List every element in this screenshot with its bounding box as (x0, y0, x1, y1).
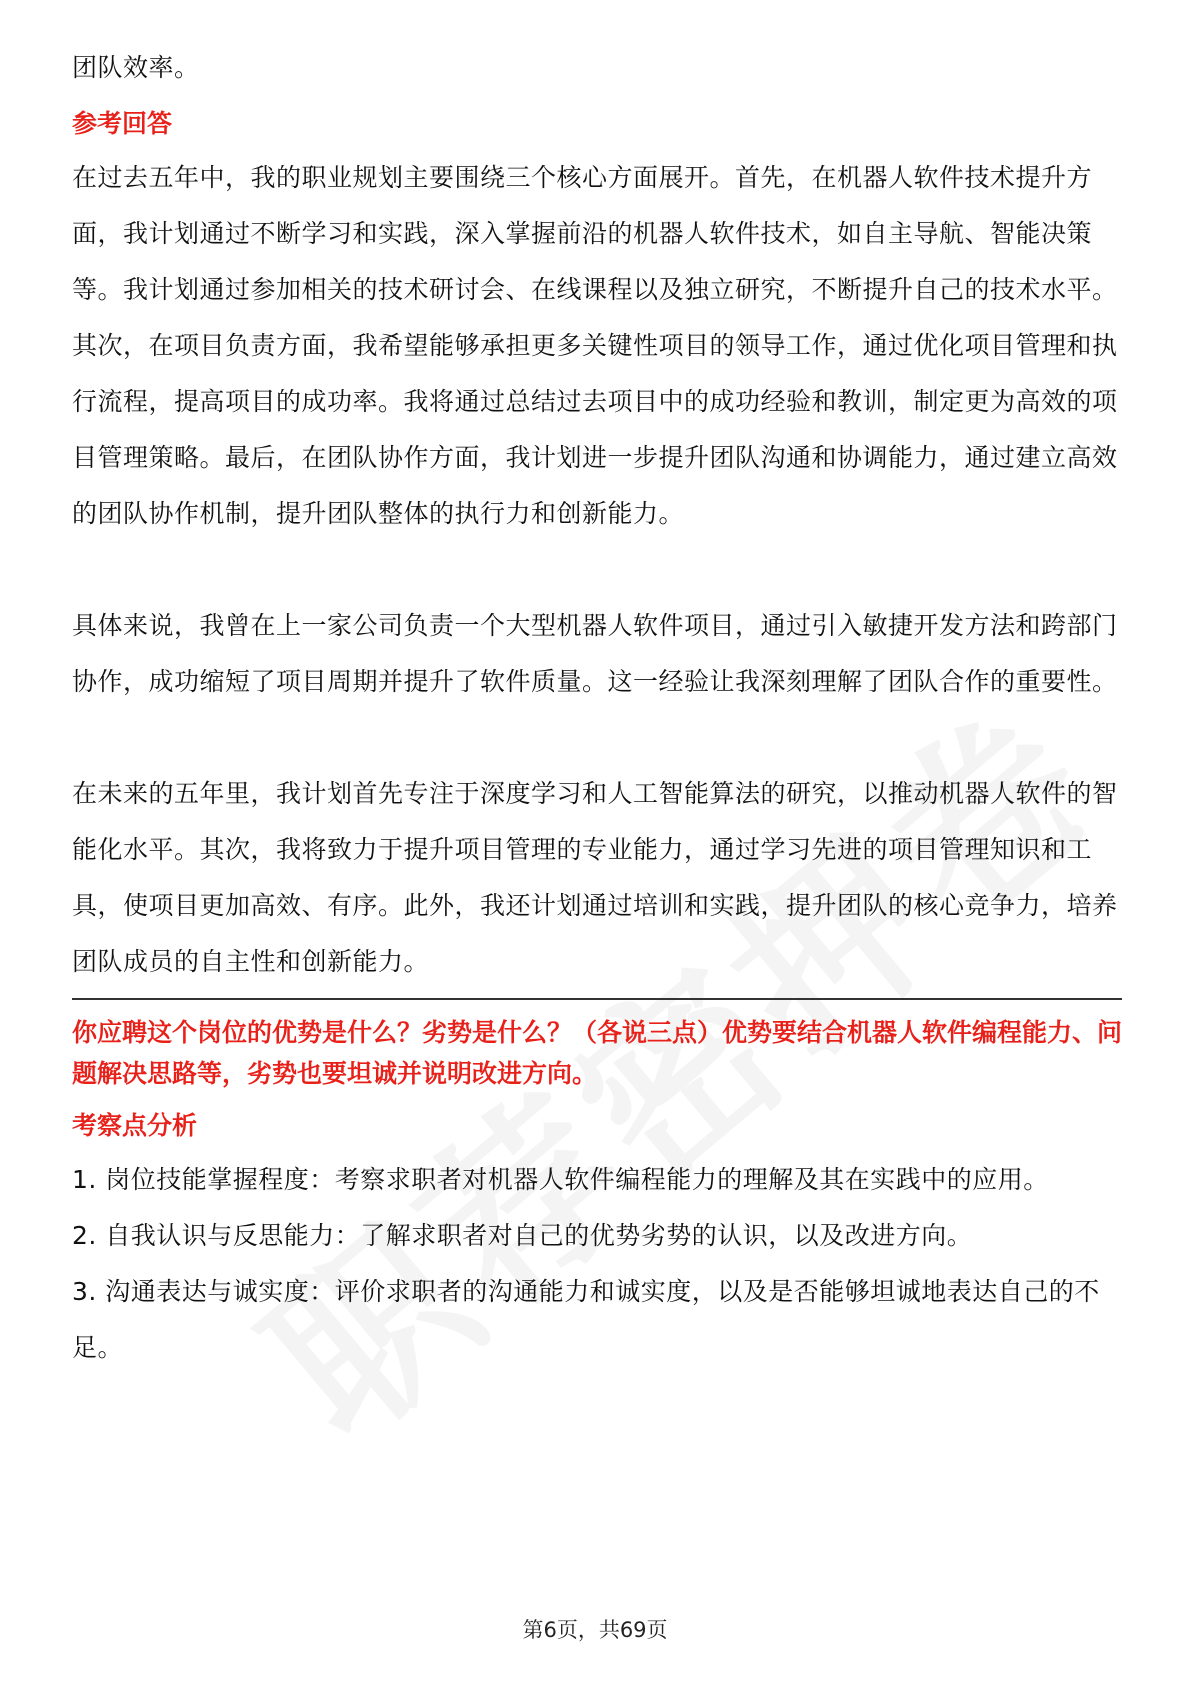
answer-paragraph-3: 在未来的五年里，我计划首先专注于深度学习和人工智能算法的研究，以推动机器人软件的智能化水平。其次，我将致力于提升项目管理的专业能力，通过学习先进的项目管理知识和工具，使项目更加高效、有序。此外，我还计划通过培训和实践，提升团队的核心竞争力，培养团队成员的自主性和创新能力。 (72, 779, 1118, 976)
analysis-heading: 考察点分析 (72, 1111, 198, 1140)
interview-question: 你应聘这个岗位的优势是什么？劣势是什么？（各说三点）优势要结合机器人软件编程能力、问题解决思路等，劣势也要坦诚并说明改进方向。 (72, 1018, 1123, 1088)
reference-answer-heading: 参考回答 (72, 109, 173, 138)
paragraph-spacer (72, 710, 1122, 766)
section-divider (72, 998, 1122, 1000)
analysis-item-3: 3. 沟通表达与诚实度：评价求职者的沟通能力和诚实度，以及是否能够坦诚地表达自己的不足。 (72, 1277, 1100, 1362)
document-page (72, 40, 1122, 1376)
analysis-item-2: 2. 自我认识与反思能力：了解求职者对自己的优势劣势的认识，以及改进方向。 (72, 1221, 973, 1250)
answer-paragraph-2: 具体来说，我曾在上一家公司负责一个大型机器人软件项目，通过引入敏捷开发方法和跨部门协作，成功缩短了项目周期并提升了软件质量。这一经验让我深刻理解了团队合作的重要性。 (72, 611, 1118, 696)
page-number: 第6页，共69页 (522, 1618, 668, 1642)
analysis-item-1: 1. 岗位技能掌握程度：考察求职者对机器人软件编程能力的理解及其在实践中的应用。 (72, 1165, 1049, 1194)
intro-tail-text: 团队效率。 (72, 53, 200, 82)
paragraph-spacer (72, 542, 1122, 598)
answer-paragraph-1: 在过去五年中，我的职业规划主要围绕三个核心方面展开。首先，在机器人软件技术提升方面，我计划通过不断学习和实践，深入掌握前沿的机器人软件技术，如自主导航、智能决策等。我计划通过参加相关的技术研讨会、在线课程以及独立研究，不断提升自己的技术水平。其次，在项目负责方面，我希望能够承担更多关键性项目的领导工作，通过优化项目管理和执行流程，提高项目的成功率。我将通过总结过去项目中的成功经验和教训，制定更为高效的项目管理策略。最后，在团队协作方面，我计划进一步提升团队沟通和协调能力，通过建立高效的团队协作机制，提升团队整体的执行力和创新能力。 (72, 163, 1118, 528)
